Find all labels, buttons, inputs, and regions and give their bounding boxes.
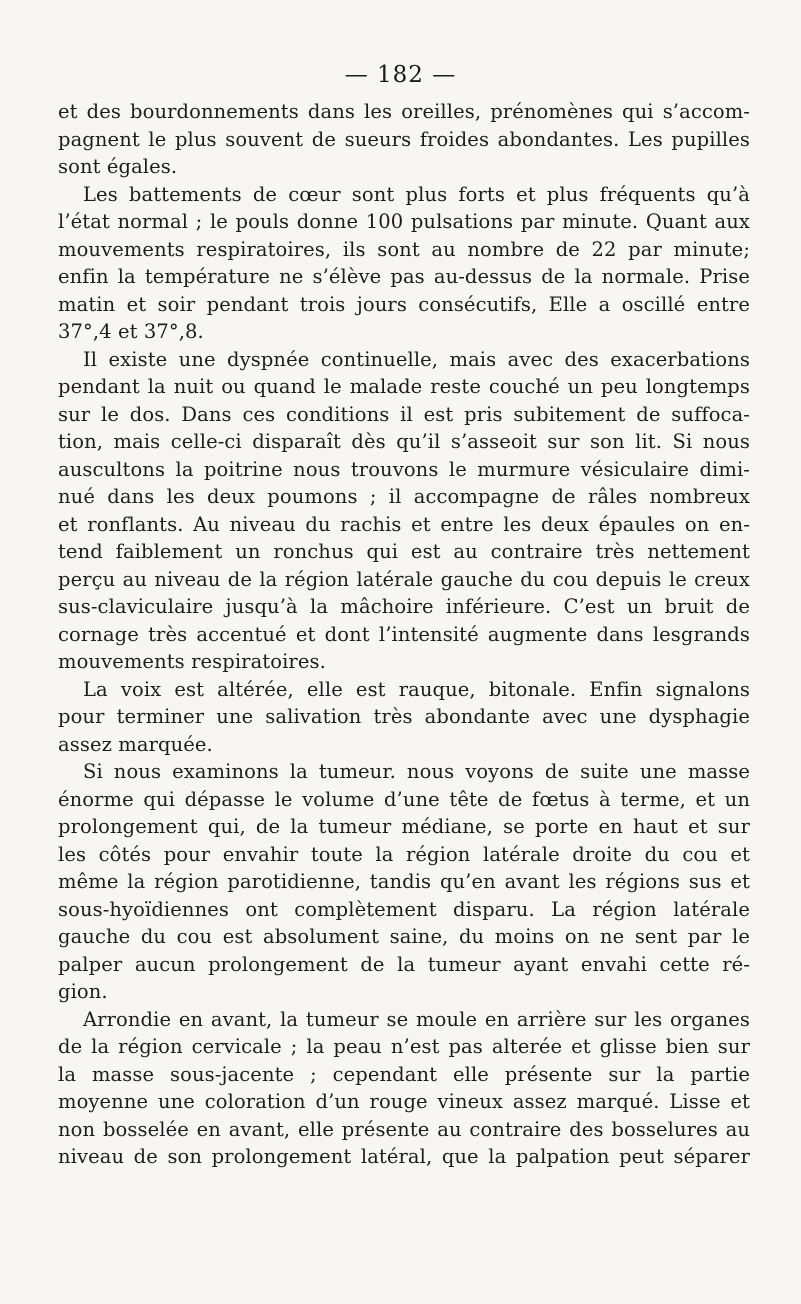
text-line: sus-claviculaire jusqu’à la mâchoire inférieure. C’est un bruit de xyxy=(58,595,750,618)
text-line: pagnent le plus souvent de sueurs froides abondantes. Les pupilles xyxy=(58,127,750,151)
text-line: Les battements de cœur sont plus forts et plus fréquents qu’à xyxy=(83,182,750,206)
text-line: l’état normal ; le pouls donne 100 pulsations par minute. Quant aux xyxy=(58,210,750,233)
text-line: mouvements respiratoires, ils sont au nombre de 22 par minute; xyxy=(58,237,750,261)
text-line: de la région cervicale ; la peau n’est pas alterée et glisse bien sur xyxy=(58,1035,750,1058)
text-line: énorme qui dépasse le volume d’une tête de fœtus à terme, et un xyxy=(58,787,750,811)
text-line: matin et soir pendant trois jours consécutifs, Elle a oscillé entre xyxy=(58,292,750,316)
text-line: gauche du cou est absolument saine, du moins on ne sent par le xyxy=(58,925,750,948)
text-line: gion. xyxy=(58,980,108,1003)
text-line: nué dans les deux poumons ; il accompagne de râles nombreux xyxy=(58,485,750,508)
body-text xyxy=(58,98,750,1171)
text-line: La voix est altérée, elle est rauque, bitonale. Enfin signalons xyxy=(83,677,750,701)
text-line: niveau de son prolongement latéral, que la palpation peut séparer xyxy=(58,1145,750,1168)
text-line: prolongement qui, de la tumeur médiane, se porte en haut et sur xyxy=(58,815,750,838)
text-line: cornage très accentué et dont l’intensité augmente dans lesgrands xyxy=(58,622,750,646)
text-line: pendant la nuit ou quand le malade reste couché un peu longtemps xyxy=(58,375,750,398)
text-line: sur le dos. Dans ces conditions il est pris subitement de suffoca- xyxy=(58,402,750,426)
page-number: — 182 — xyxy=(344,62,457,88)
text-line: Si nous examinons la tumeur. nous voyons de suite une masse xyxy=(83,760,750,783)
text-line: même la région parotidienne, tandis qu’en avant les régions sus et xyxy=(58,870,750,893)
text-line: Il existe une dyspnée continuelle, mais avec des exacerbations xyxy=(83,347,750,371)
text-line: tion, mais celle-ci disparaît dès qu’il s’asseoit sur son lit. Si nous xyxy=(58,430,750,453)
text-line: Arrondie en avant, la tumeur se moule en arrière sur les organes xyxy=(83,1007,750,1031)
text-line: les côtés pour envahir toute la région latérale droite du cou et xyxy=(58,842,750,866)
text-line: la masse sous-jacente ; cependant elle présente sur la partie xyxy=(58,1062,750,1086)
text-line: sous-hyoïdiennes ont complètement disparu. La région latérale xyxy=(58,897,750,921)
text-line: auscultons la poitrine nous trouvons le murmure vésiculaire dimi- xyxy=(58,457,750,481)
text-line: sont égales. xyxy=(58,155,178,178)
text-line: moyenne une coloration d’un rouge vineux assez marqué. Lisse et xyxy=(58,1090,750,1113)
text-line: et des bourdonnements dans les oreilles, prénomènes qui s’accom- xyxy=(58,100,750,123)
text-line: 37°,4 et 37°,8. xyxy=(58,320,204,343)
text-line: pour terminer une salivation très abondante avec une dysphagie xyxy=(58,705,750,728)
text-line: et ronflants. Au niveau du rachis et entre les deux épaules on en- xyxy=(58,512,750,536)
text-line: non bosselée en avant, elle présente au contraire des bosselures au xyxy=(58,1117,750,1141)
text-line: mouvements respiratoires. xyxy=(58,650,326,673)
text-line: tend faiblement un ronchus qui est au contraire très nettement xyxy=(58,540,750,563)
text-line: enfin la température ne s’élève pas au-dessus de la normale. Prise xyxy=(58,265,750,288)
text-line: palper aucun prolongement de la tumeur ayant envahi cette ré- xyxy=(58,952,750,976)
text-line: perçu au niveau de la région latérale gauche du cou depuis le creux xyxy=(58,567,750,591)
text-line: assez marquée. xyxy=(58,732,213,756)
